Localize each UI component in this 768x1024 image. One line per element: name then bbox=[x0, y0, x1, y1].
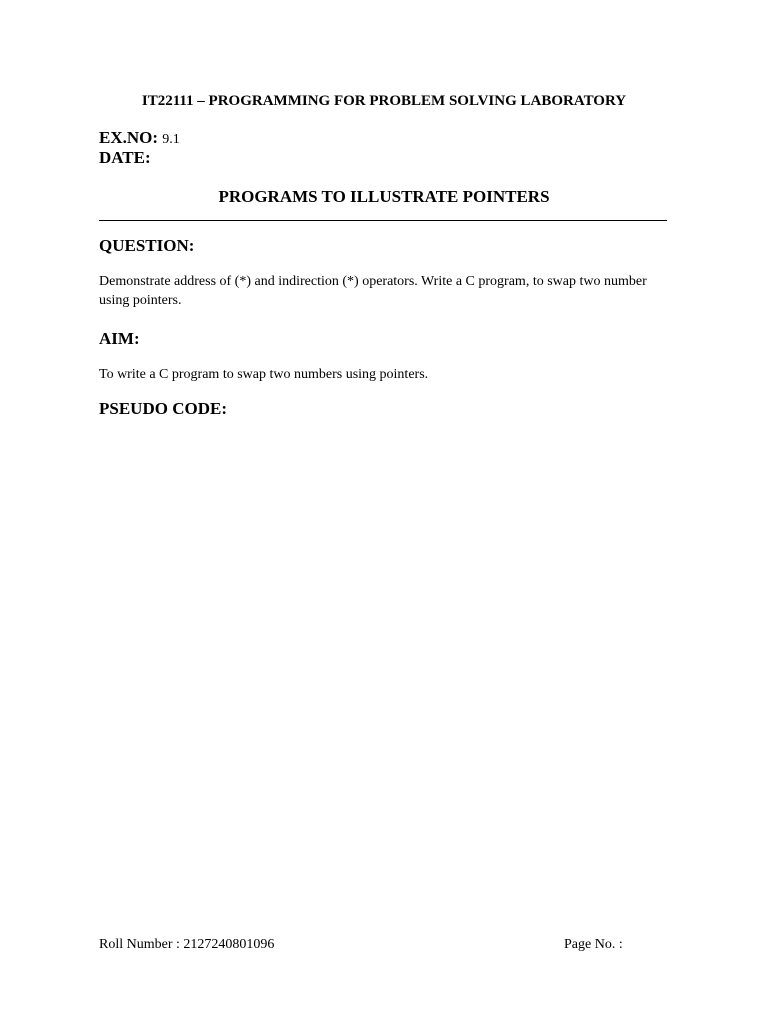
exercise-title: PROGRAMS TO ILLUSTRATE POINTERS bbox=[218, 187, 550, 206]
pseudo-code-heading: PSEUDO CODE: bbox=[99, 399, 227, 418]
footer-page-number: Page No. : bbox=[564, 937, 623, 952]
exercise-date bbox=[99, 148, 151, 168]
aim-heading: AIM: bbox=[99, 329, 140, 348]
question-heading: QUESTION: bbox=[99, 236, 195, 255]
question-text: Demonstrate address of (*) and indirection (*) operators. Write a C program, to swap two number using pointers. bbox=[99, 274, 647, 308]
title-divider bbox=[99, 220, 667, 221]
exercise-date-label: DATE: bbox=[99, 148, 151, 167]
footer-roll-number: Roll Number : 2127240801096 bbox=[99, 937, 275, 952]
exercise-number-label: EX.NO: bbox=[99, 128, 159, 147]
aim-text: To write a C program to swap two numbers using pointers. bbox=[99, 367, 429, 382]
exercise-number bbox=[99, 128, 180, 150]
exercise-number-value: 9.1 bbox=[162, 132, 180, 147]
course-header: IT22111 – PROGRAMMING FOR PROBLEM SOLVING LABORATORY bbox=[141, 93, 627, 109]
